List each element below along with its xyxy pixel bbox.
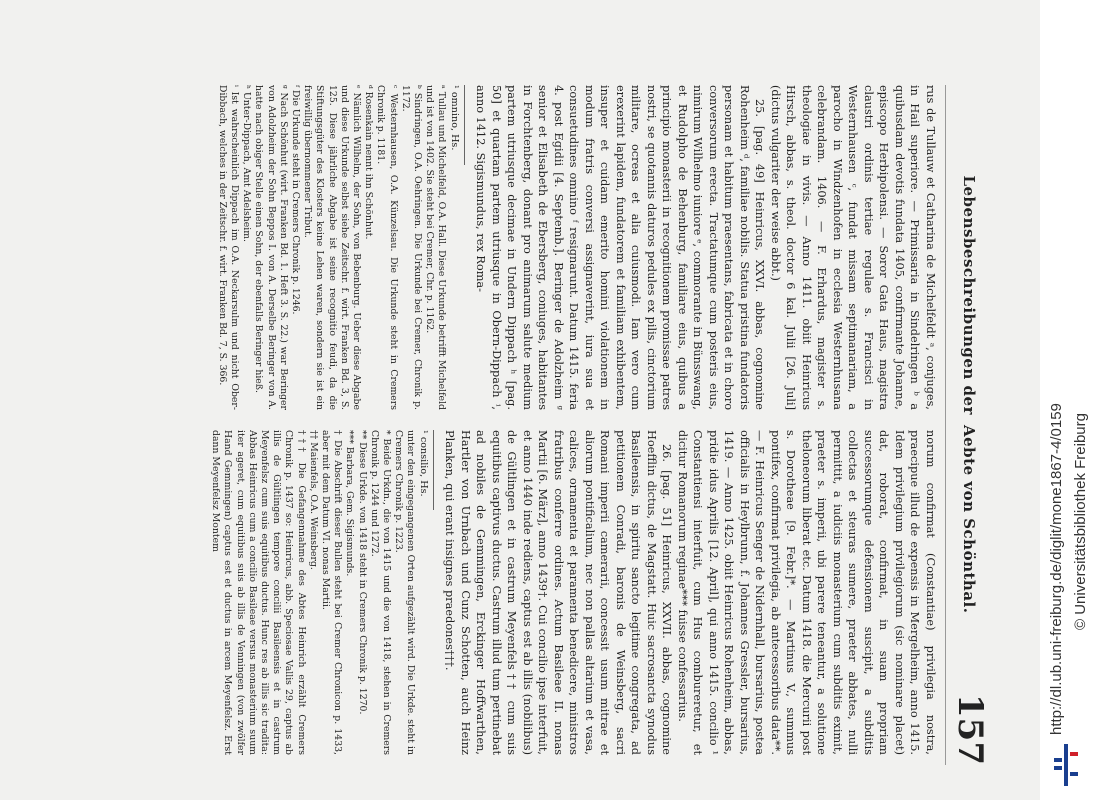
footnote: ¹ consilio, Hs. [418,430,429,497]
footnote: †† Maienfels, O.A. Weinsberg. [307,430,319,570]
rotated-page-content [50,85,990,765]
footnote: *** Barbara, Gem. Sigismunds. [344,430,356,577]
footnote: * Beide Urkdn., die von 1415 und die von 1418, stehen in Cremers Chronik p. 1244 und 1272. [368,430,392,755]
paragraph: norum confirmat (Constantiae) privilegia nostra, praecipue illud de expensis in Mergelheim, anno 1415. Idem privilegium privilegiorum (sic nominare placet) dat, roborat, confirmat, in suam propriam successorumque defensionem suscipit, a subditis collectas et steuras sumere, praeter abbates, nulli permittit, a iudiciis monasterium cum subditis eximit, praeter s. imperii, ubi parere teneantur, a solutione theloneorum liberat etc. Datum 1418. die Mercurii post s. Dorotheae [9. Febr.]*. — Martinus V., summus pontifex, confirmat privilegia, ab antecessoribus data**. — F. Heinricus Senger de Nidernhall, bursarius, postea officialis in Heylbrunn, f. Johannes Gressler, bursarius, 1419. — Anno 1425. obiit Heinricus Rohenheim, abbas, pridie idus Aprilis [12. April], qui anno 1415. concilio ¹ Constantiensi interfuit, cum Hus combureretur, et dicitur Romanorum reginae*** fuisse confessarius. [676,430,937,755]
source-url-link[interactable]: http://dl.ub.uni-freiburg.de/diglit/mone1867-4/0159 [1048,403,1065,735]
left-column [216,85,938,410]
footnote: ᵇ Sindringen, O.A. Oehringen. Die Urkunde bei Cremer, Chronik p. 1172. [399,85,423,410]
library-logo-icon [1050,742,1082,788]
footnote: ᵉ Nämlich Wilhelm, der Sohn, von Bebenburg. Ueber diese Abgabe und diese Urkunde selbst siehe Zeitschr. f. wirt. Franken Bd. 3, S. 125. Diese jährliche Abgabe ist seine recognitio feudi, da die Stiftungsgüter des Klosters keine Lehen waren, sondern sie ist ein freiwillig übernommener Tribut. [302,85,362,410]
paragraph: rus de Tullauw et Catharina de Michelfeldt ᵃ, conjuges, in Hail superiore. — Primissaria in Sindelringen ᵇ a quibusdam devotis fundata 1405, confirmante Johanne, episcopo Herbipolensi. — Soror Gata Haus, magistra claustri ordinis tertiae regulae s. Francisci in Westernhausen ᶜ, fundat missam septimanariam, a parocho in Windzenhofen in ecclesia Westernhusana celebrandam. 1406. — F. Erhardus, magister s. theologiae in vivis. — Anno 1411. obiit Heinricus Hirsch, abbas, s. theol. doctor 6 kal. Julii [26. Juli] (dictus vulgariter der weise abbt.) [769,85,937,410]
running-title-left: Lebensbeschreibungen der [960,175,978,415]
footnote: ʰ Unter-Dippach, Amt Adelsheim. [241,85,253,242]
footnote: unter den eingegangenen Orten aufgezählt wird. Die Urkde. steht in Cremers Chronik p. 1223. [393,430,417,755]
copyright-notice: © Universitätsbibliothek Freiburg [1072,413,1089,630]
footnote: ††† Die Gefangennahme des Abtes Heinrich erzählt Cremers Chronik p. 1437 so: Heinricus, abb. Speciosae Vallis 29, captus ab illis de Gültlingen tempore concilii Basileensis et in castrum Meyenfelsz cum suis equitibus ductus. Hunc res ab illis sic tradita: Abbas Heinricus cum a concilio Basileae versus monasterium suum iter ageret, cum equitibus suis ab illis de Venningen (von zwölfer Hand Gemmingen) captus est et ductus in arcem Meyenfelsz. Erst dann Meyenfelsz Montem [210,430,307,755]
footnote: ᵍ Nach Schönhut (wirt. Franken Bd. 1. Heft 3. S. 22.) war Beringer von Adolzheim der Sohn Beppos I. von A. Derselbe Beringer von A. hatte nach obiger Stelle einen Sohn, der ebenfalls Beringer hieß. [253,85,289,410]
library-sidebar [1040,0,1097,800]
footnote: ** Diese Urkde. von 1418 steht in Cremers Chronik p. 1270. [356,430,368,715]
footnote: ᶠ Die Urkunde steht in Cremers Chronik p. 1246. [289,85,301,315]
footnote: ⁱ Ist wahrscheinlich Dippach im O.A. Neckarsulm und nicht Ober-Dibbach, welches in der Zeitschr. f. wirt. Franken Bd. 7, S. 366. [216,85,240,410]
running-title-right: Aebte von Schönthal. [960,425,978,614]
footnote-divider [464,85,465,165]
page-header [945,85,990,765]
paragraph: 25. [pag. 49] Heinricus, XXVI. abbas, cognomine Rohenheim ᵈ, familiae nobilis. Statua pristina fundatoris personam et habitum praesentans, fabricata et in choro conversorum erecta. Tractatumque cum posteris eius, nimirum Wilhelmo iuniore ᵉ, commorante in Bünsswang, et Rudolpho de Behenburg, familiare eius, quibus a principio monasterii in recognitionem promissae patres nostri, se quotannis daturos pedules ex pilis, cinctorium militare, ocreas et alia cuiusmodi. Iam vero cum erexerint lapidem, fundatorem et familiam exhibentem, insuper et cuidam emerito homini violationem in modum fratris conversi assignaverint, iura sua et consuetudines omnino ᶠ resignarunt. Datum 1415. feria 4. post Egidii [4. Septemb.]. Beringer de Adolzheim ᵍ senior et Elisabeth de Ebersberg, coniuges, habitantes in Forchtenberg, donant pro animarum salute medium partem utriusque decimae in Undern Dippach ʰ [pag. 50] et quartam partem utriusque in Obern-Dippach ⁱ, anno 1412. Sigismundus, rex Roma- [474,85,767,410]
footnote: † Die Abschrift dieser Bullen steht bei Cremer Chronicon p. 1433, aber mit dem Datum VI. nonas Martii. [319,430,344,755]
footnote: ¹ omnino, Hs. [449,85,460,151]
page-number: 157 [950,694,990,765]
footnote: ᶜ Westernhausen, O.A. Künzelsau. Die Urkunde steht in Cremers Chronik p. 1181. [375,85,399,410]
right-column [209,430,938,755]
footnote-divider [433,430,434,510]
footnote: ᵈ Rosenkain nennt ihn Schönhut. [363,85,375,240]
paragraph: 26. [pag. 51] Heinricus, XXVII. abbas, cognomine Hoefflin dictus, de Magstatt. Huic sacrosancta synodus Basileensis, in spiritu sancto legitime congregata, ad petitionem Conradi, baronis de Weinsberg, sacri Romani imperii camerarii, concessit usum mitrae et aliorum pontificalium, nec non pallas altarium et vasa, calices, ornamenta et paramenta benedicere, ministros fratribus conferre ordines. Actum Basileae II. nonas Martii [6. März], anno 1439†. Cui concilio ipse interfuit, et anno 1440 inde rediens, captus est ab illis (nobilibus) de Gültlingen et in castrum Meyenfels†† cum suis equitibus captivus ductus. Castrum illud tum pertinebat ad nobiles de Gemmingen, Erckinger Hoffwarthen, Hartler von Urnbach und Cunz Schotten, auch Heinz Planken, qui erant insignes praedones†††. [443,430,674,755]
footnote: ᵃ Tullau und Michelfeld, O.A. Hall. Diese Urkunde betrifft Michelfeld und ist von 1402. Sie steht bei Cremer, Chr. p. 1162. [424,85,448,410]
